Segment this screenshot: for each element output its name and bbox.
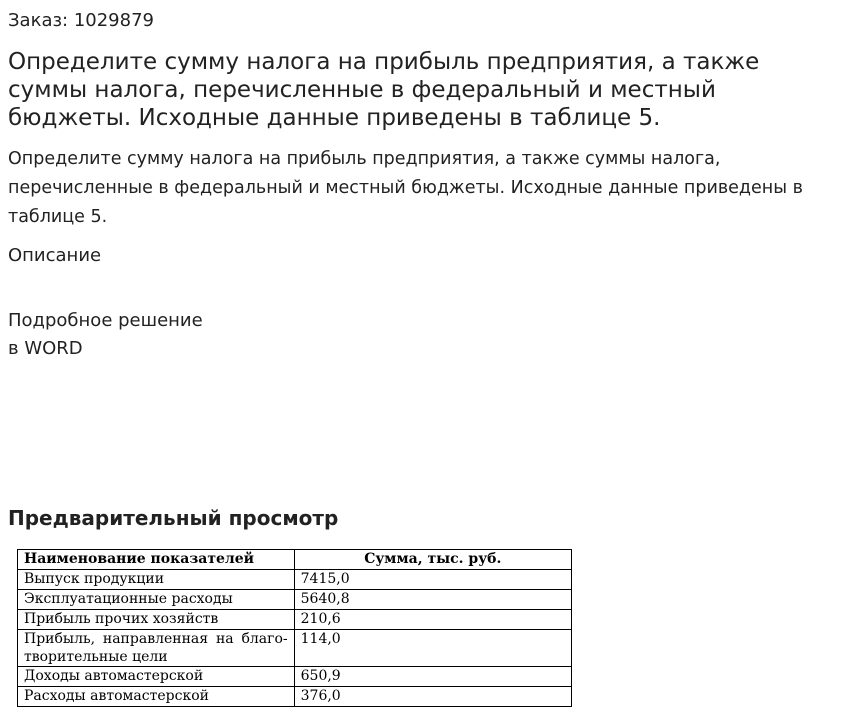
header-indicator-name: Наименование показателей bbox=[18, 550, 295, 570]
table-row bbox=[18, 687, 572, 707]
preview-heading: Предварительный просмотр bbox=[8, 506, 339, 530]
table-cell-name: Выпуск продукции bbox=[18, 570, 295, 590]
preview-table bbox=[17, 549, 572, 707]
table-cell-amount: 7415,0 bbox=[294, 570, 571, 590]
table-header-row bbox=[18, 550, 572, 570]
table-cell-amount: 5640,8 bbox=[294, 590, 571, 610]
table-cell-amount: 210,6 bbox=[294, 610, 571, 630]
order-number: Заказ: 1029879 bbox=[8, 10, 154, 31]
table-cell-amount: 650,9 bbox=[294, 667, 571, 687]
table-cell-name: Эксплуатационные расходы bbox=[18, 590, 295, 610]
solution-info bbox=[8, 307, 203, 363]
solution-line-format: в WORD bbox=[8, 338, 83, 359]
task-description: Определите сумму налога на прибыль предприятия, а также суммы налога, перечисленные в федеральный и местный бюджеты. Исходные данные приведены в таблице 5. bbox=[8, 149, 803, 227]
solution-line-detailed: Подробное решение bbox=[8, 310, 203, 331]
table-cell-name: Расходы автомастерской bbox=[18, 687, 295, 707]
table-cell-name: Прибыль, направленная на благо-творительные цели bbox=[18, 630, 295, 667]
description-label: Описание bbox=[8, 245, 102, 266]
table-cell-name: Прибыль прочих хозяйств bbox=[18, 610, 295, 630]
table-row bbox=[18, 590, 572, 610]
table-row bbox=[18, 630, 572, 667]
table-row bbox=[18, 667, 572, 687]
table-cell-amount: 376,0 bbox=[294, 687, 571, 707]
page-title: Определите сумму налога на прибыль предприятия, а также суммы налога, перечисленные в федеральный и местный бюджеты. Исходные данные приведены в таблице 5. bbox=[8, 49, 760, 131]
table-cell-name: Доходы автомастерской bbox=[18, 667, 295, 687]
table-cell-amount: 114,0 bbox=[294, 630, 571, 667]
header-amount: Сумма, тыс. руб. bbox=[294, 550, 571, 570]
table-row bbox=[18, 610, 572, 630]
table-row bbox=[18, 570, 572, 590]
